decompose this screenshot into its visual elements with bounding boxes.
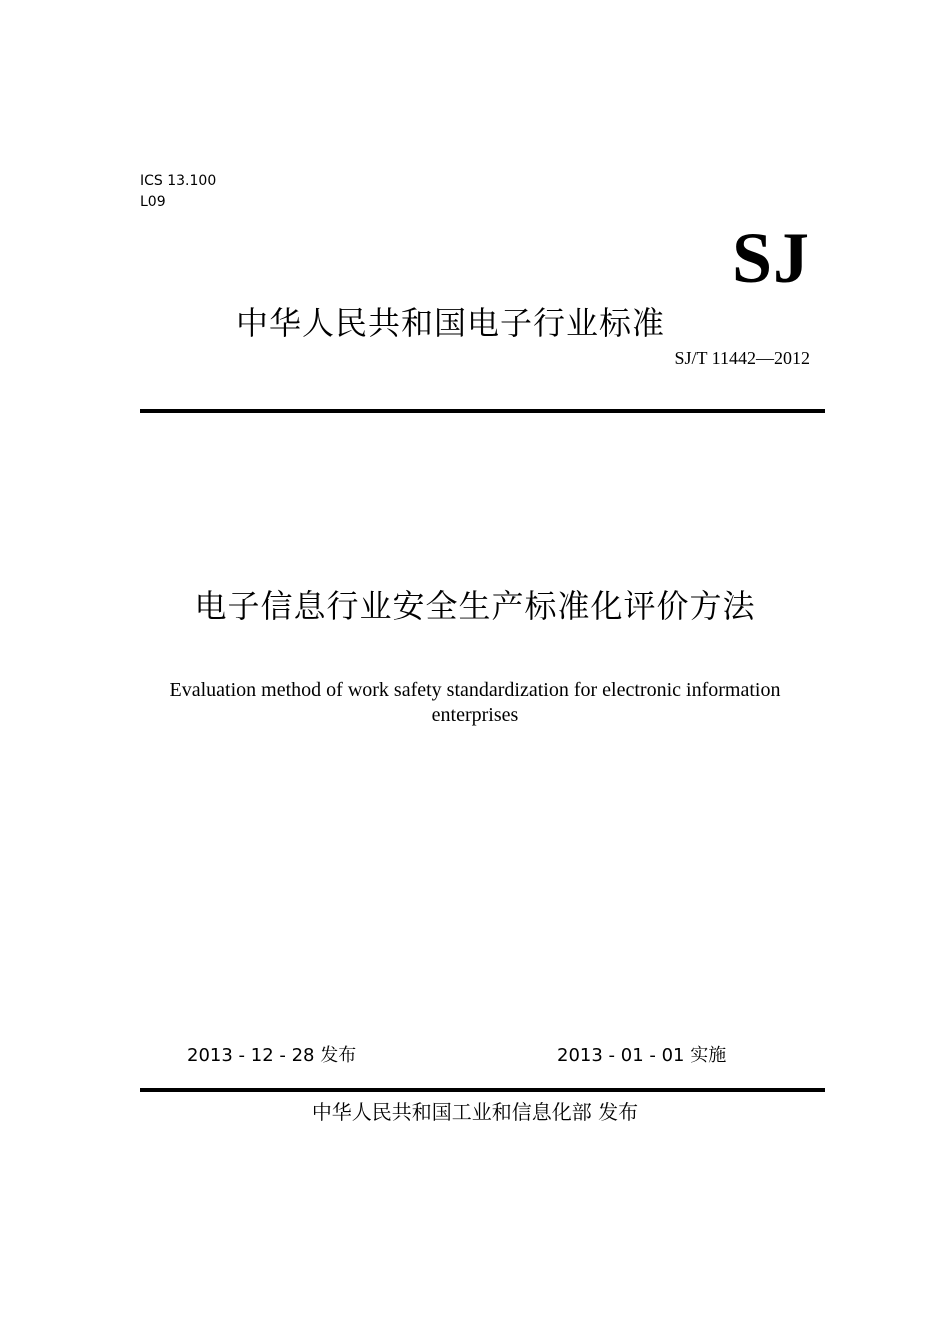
issue-date: 2013 - 12 - 28 发布 <box>187 1045 357 1066</box>
document-title-en: Evaluation method of work safety standardization for electronic information enterprises <box>169 679 781 726</box>
standard-number: SJ/T 11442—2012 <box>674 348 810 368</box>
implementation-date: 2013 - 01 - 01 实施 <box>557 1045 727 1066</box>
top-divider <box>140 409 825 413</box>
document-title-zh: 电子信息行业安全生产标准化评价方法 <box>194 587 756 625</box>
ccs-code: L09 <box>140 194 166 210</box>
sj-logo: SJ <box>731 218 810 298</box>
standard-type-heading: 中华人民共和国电子行业标准 <box>236 304 666 342</box>
issuing-authority: 中华人民共和国工业和信息化部 发布 <box>311 1100 639 1124</box>
bottom-divider <box>140 1088 825 1092</box>
ics-code: ICS 13.100 <box>140 173 217 189</box>
